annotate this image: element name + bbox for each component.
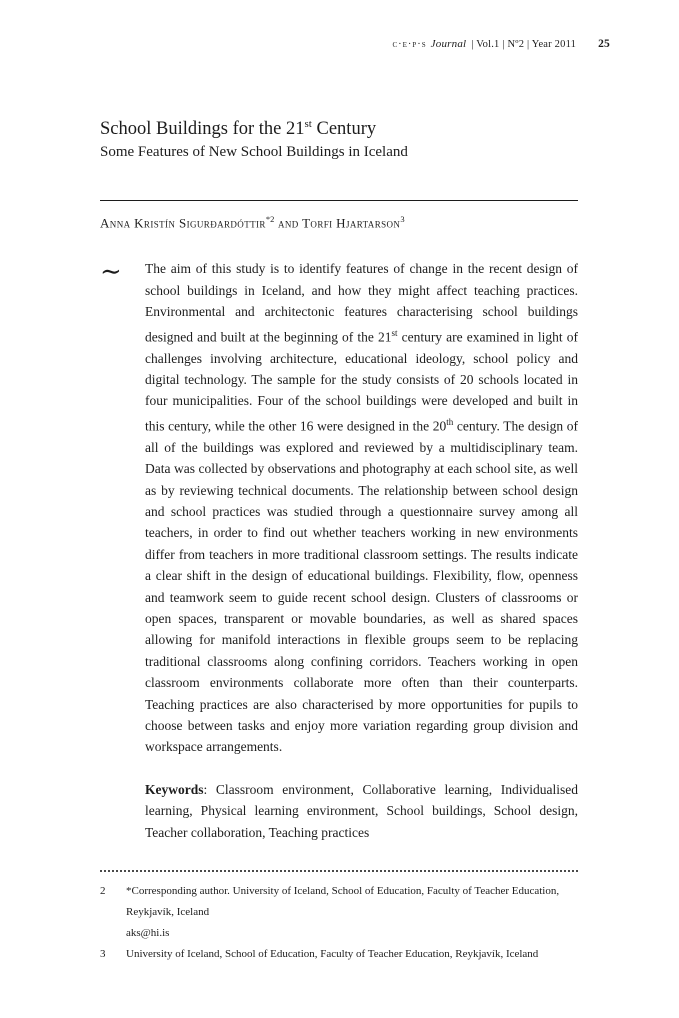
footnote-email: aks@hi.is (126, 927, 170, 940)
abstract-superscript-1: st (391, 327, 398, 338)
footnote-text-block (126, 944, 578, 965)
keywords-paragraph (145, 779, 578, 843)
article-title-text: School Buildings for the 21 (100, 119, 305, 140)
author-2: Torfi Hjartarson (302, 215, 401, 231)
abstract-part-3: century. The design of all of the buildings was explored and reviewed by a multidisciplinary team. Data was collected by observations and photography at each school site, as well as by reviewing technical documents. The relationship between school design and school practices was studied through a questionnaire survey among all teachers, in order to find out whether teachers working in new environments differ from teachers in more traditional classroom settings. The results indicate a clear shift in the design of educational buildings. Flexibility, flow, openness and teamwork seem to guide recent school design. Clusters of classrooms or open spaces, transparent or movable boundaries, as well as shared spaces allowing for manifold interactions in flexible groups seem to be replacing traditional classrooms along confining corridors. Teachers working in open classroom environments collaborate more often than their counterparts. Teaching practices are also characterised by more opportunities for pupils to choose between tasks and enjoy more variation regarding group division and workspace arrangements. (145, 418, 579, 755)
issue-info: | Vol.1 | Nº2 | Year 2011 (471, 39, 577, 50)
running-head (100, 38, 610, 50)
footnote-text-block (126, 881, 578, 944)
divider-rule (100, 200, 578, 201)
abstract-section (100, 258, 578, 843)
footnote-text: University of Iceland, School of Education, Faculty of Teacher Education, Reykjavík, Iceland (126, 948, 539, 961)
abstract-body (145, 258, 578, 843)
page-number: 25 (598, 38, 610, 50)
article-title (100, 112, 578, 141)
footnote-number: 2 (100, 885, 106, 898)
article-subtitle: Some Features of New School Buildings in Iceland (100, 144, 408, 161)
footnote-number: 3 (100, 948, 106, 961)
author-1-note-ref: *2 (265, 214, 275, 225)
footnote-separator (100, 870, 578, 872)
abstract-text (145, 258, 578, 757)
keywords-text: : Classroom environment, Collaborative learning, Individualised learning, Physical learning environment, School buildings, School design, Teacher collaboration, Teaching practices (145, 781, 578, 840)
authors-line (100, 214, 578, 231)
article-title-rest: Century (311, 119, 377, 140)
abstract-superscript-2: th (446, 416, 454, 427)
abstract-part-2: century are examined in light of challenges involving architecture, educational ideology, school policy and digital technology. The sample for the study consists of 20 schools located in four municipalities. Four of the school buildings were developed and built in this century, while the other 16 were designed in the 20 (145, 329, 578, 434)
author-1: Anna Kristín Sigurðardóttir (100, 215, 266, 231)
tilde-ornament-icon: ∼ (100, 257, 122, 287)
authors-separator: and (274, 215, 303, 231)
journal-word: Journal (430, 38, 467, 50)
author-2-note-ref: 3 (400, 214, 405, 225)
journal-name: c·e·p·s (392, 39, 427, 50)
keywords-label: Keywords (145, 781, 204, 797)
footnotes (100, 881, 578, 965)
footnote-3 (100, 944, 578, 965)
title-superscript: st (304, 118, 312, 130)
footnote-text: *Corresponding author. University of Iceland, School of Education, Faculty of Teacher Education, Reykjavík, Iceland (126, 885, 560, 919)
footnote-2 (100, 881, 578, 944)
abstract-part-1: The aim of this study is to identify features of change in the recent design of school buildings in Iceland, and how they might affect teaching practices. Environmental and architectonic features characterising school buildings designed and built at the beginning of the 21 (145, 261, 578, 345)
